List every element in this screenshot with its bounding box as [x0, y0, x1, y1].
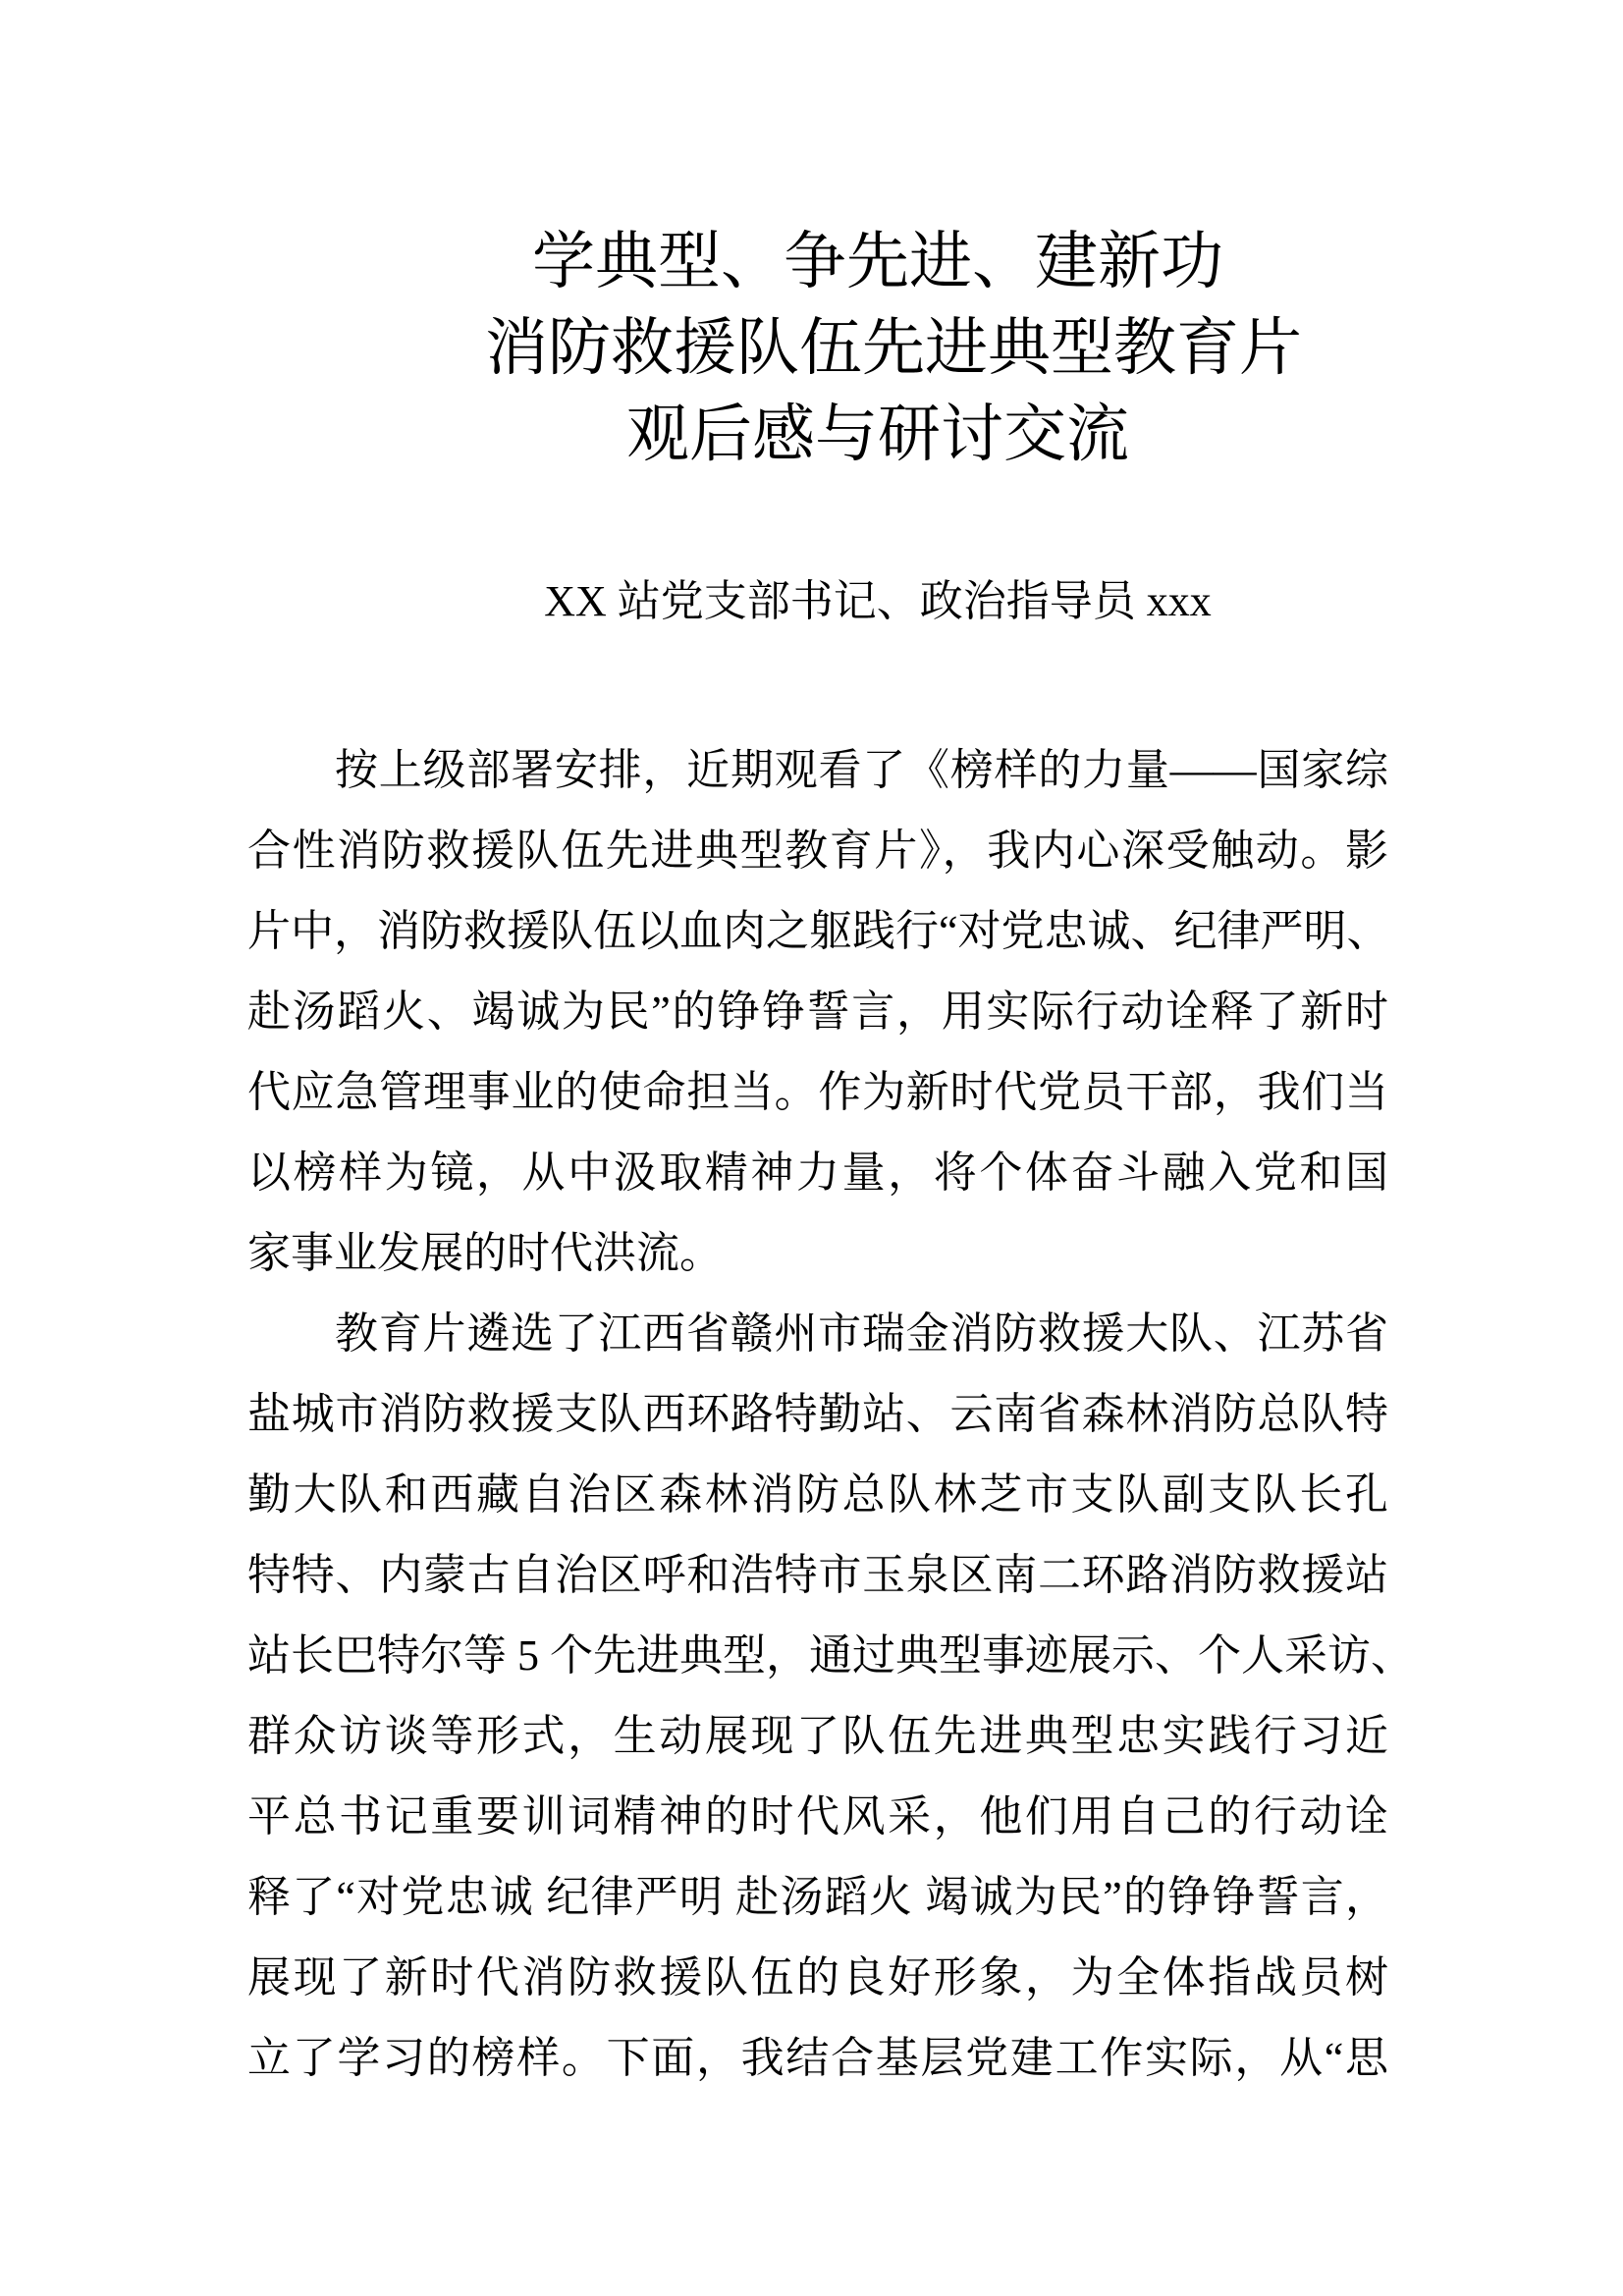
text-line: 立了学习的榜样。下面，我结合基层党建工作实际，从“思	[247, 2034, 1388, 2082]
text-line: 合性消防救援队伍先进典型教育片》，我内心深受触动。影	[247, 827, 1388, 875]
text-line: 教育片遴选了江西省赣州市瑞金消防救援大队、江苏省	[335, 1309, 1388, 1358]
text-line: 按上级部署安排，近期观看了《榜样的力量——国家综	[335, 746, 1388, 794]
title-line: 观后感与研讨交流	[626, 399, 1129, 471]
text-line: 平总书记重要训词精神的时代风采，他们用自己的行动诠	[247, 1792, 1388, 1841]
text-line: 代应急管理事业的使命担当。作为新时代党员干部，我们当	[247, 1068, 1388, 1116]
text-line: 站长巴特尔等 5 个先进典型，通过典型事迹展示、个人采访、	[247, 1631, 1414, 1680]
paragraph-1	[247, 730, 1388, 1294]
author-line: XX 站党支部书记、政治指导员 xxx	[544, 577, 1212, 625]
text-line: 赴汤蹈火、竭诚为民”的铮铮誓言，用实际行动诠释了新时	[247, 988, 1388, 1036]
text-line: 勤大队和西藏自治区森林消防总队林芝市支队副支队长孔	[247, 1470, 1388, 1519]
text-line: 片中，消防救援队伍以血肉之躯践行“对党忠诚、纪律严明、	[247, 907, 1390, 955]
document-title	[485, 219, 1302, 478]
text-line: 展现了新时代消防救援队伍的良好形象，为全体指战员树	[247, 1953, 1388, 2002]
title-line: 消防救援队伍先进典型教育片	[485, 312, 1302, 385]
text-line: 以榜样为镜，从中汲取精神力量，将个体奋斗融入党和国	[247, 1148, 1388, 1197]
document-body	[247, 730, 1414, 2099]
text-line: 盐城市消防救援支队西环路特勤站、云南省森林消防总队特	[247, 1390, 1388, 1438]
text-line: 家事业发展的时代洪流。	[247, 1229, 723, 1277]
text-line: 特特、内蒙古自治区呼和浩特市玉泉区南二环路消防救援站	[247, 1551, 1388, 1599]
text-line: 群众访谈等形式，生动展现了队伍先进典型忠实践行习近	[247, 1712, 1388, 1760]
title-line: 学典型、争先进、建新功	[532, 226, 1223, 298]
paragraph-2	[247, 1294, 1414, 2099]
text-line: 释了“对党忠诚 纪律严明 赴汤蹈火 竭诚为民”的铮铮誓言，	[247, 1873, 1388, 1921]
